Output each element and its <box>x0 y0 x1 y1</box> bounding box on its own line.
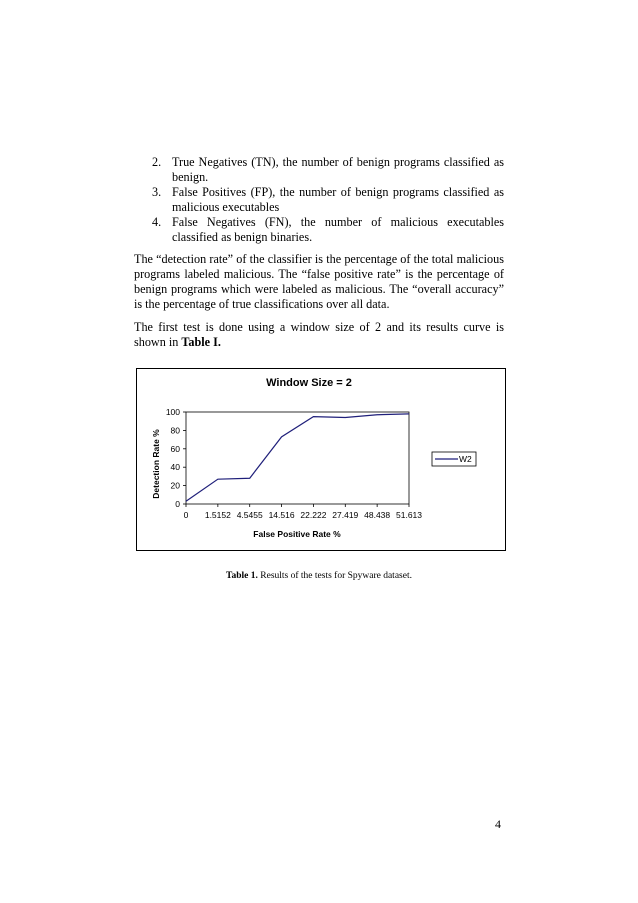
caption-label: Table 1. <box>226 571 258 581</box>
y-tick-label: 40 <box>170 462 180 473</box>
y-tick-label: 0 <box>175 499 180 509</box>
list-text: False Negatives (FN), the number of malicious executables classified as benign binaries. <box>172 215 504 244</box>
table-reference: Table I. <box>181 335 221 349</box>
x-tick-label: 14.516 <box>268 510 295 520</box>
y-tick-label: 80 <box>170 425 180 436</box>
list-item <box>134 185 504 215</box>
x-tick-label: 22.222 <box>300 510 327 520</box>
list-number: 2. <box>152 155 162 169</box>
page-number: 4 <box>495 817 501 831</box>
paragraph-text: The first test is done using a window size of 2 and its results curve is shown in <box>134 320 504 349</box>
paragraph-first-test <box>134 320 504 350</box>
x-tick-label: 0 <box>183 510 189 520</box>
list-item <box>134 215 504 245</box>
legend-label: W2 <box>459 454 472 464</box>
list-number: 4. <box>152 215 162 229</box>
chart-title: Window Size = 2 <box>266 377 352 389</box>
x-tick-label: 51.613 <box>396 510 422 520</box>
x-tick-label: 48.438 <box>364 510 391 520</box>
caption-text: Results of the tests for Spyware dataset. <box>260 571 412 581</box>
y-tick-label: 20 <box>170 480 180 491</box>
plot-area <box>166 407 422 520</box>
y-axis-label: Detection Rate % <box>151 429 161 499</box>
x-tick-label: 27.419 <box>332 510 359 520</box>
list-text: False Positives (FP), the number of benign programs classified as malicious executables <box>172 185 504 214</box>
x-tick-label: 1.5152 <box>204 510 231 520</box>
chart-container <box>136 368 506 551</box>
list-number: 3. <box>152 185 162 199</box>
list-item <box>134 155 504 185</box>
y-tick-label: 60 <box>170 443 180 454</box>
legend <box>432 452 476 466</box>
plot-border <box>186 412 409 504</box>
figure-caption <box>0 571 638 581</box>
y-tick-label: 100 <box>165 407 180 417</box>
x-tick-label: 4.5455 <box>236 510 263 520</box>
x-axis-label: False Positive Rate % <box>253 529 341 539</box>
metrics-list <box>134 155 504 245</box>
line-chart <box>137 369 505 550</box>
series-line-w2 <box>186 414 409 501</box>
paragraph-definitions: The “detection rate” of the classifier is the percentage of the total malicious programs labeled malicious. The “false positive rate” is the percentage of benign programs which were labeled as malicious. The “overall accuracy” is the percentage of true classifications over all data. <box>134 252 504 311</box>
list-text: True Negatives (TN), the number of benign programs classified as benign. <box>172 155 504 184</box>
